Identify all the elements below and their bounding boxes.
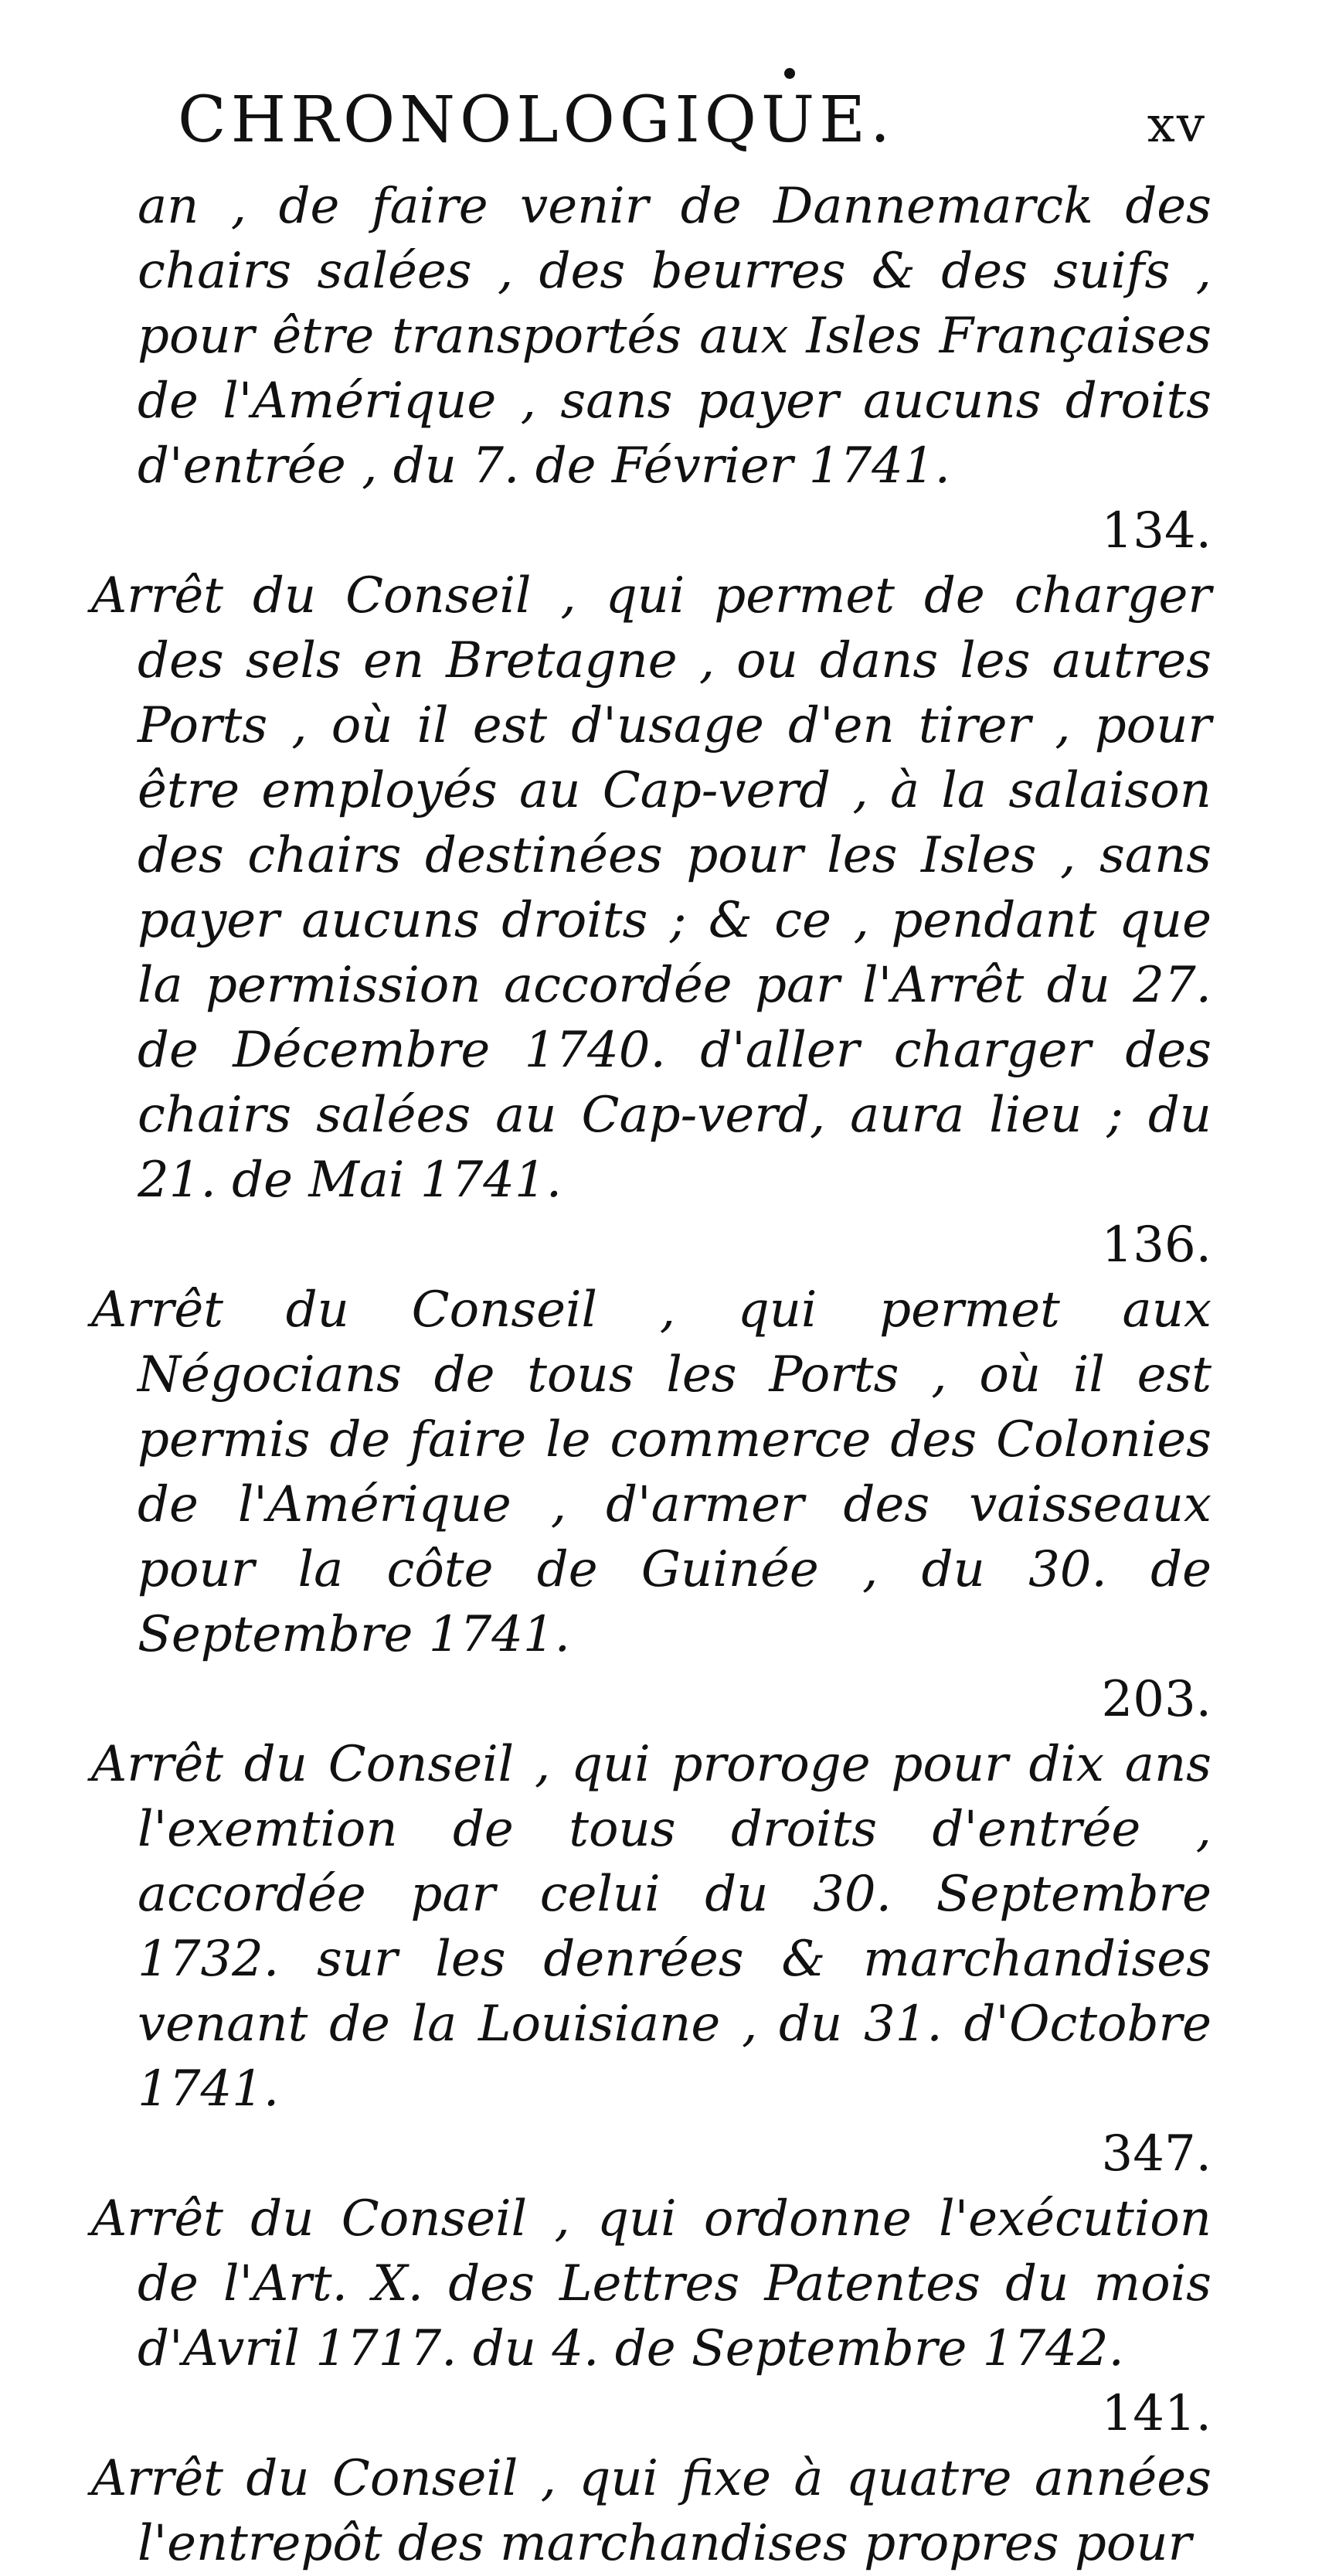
chronological-entries	[91, 174, 1212, 2576]
entry-4-page-ref: 347.	[1101, 2125, 1212, 2183]
entry-3	[91, 1278, 1212, 1732]
entry-2-page-ref: 136.	[1101, 1217, 1212, 1274]
entry-6-text: Arrêt du Conseil , qui fixe à quatre années l'entrepôt des marchandises propres pour	[91, 2450, 1212, 2572]
entry-1-page-ref: 134.	[1101, 502, 1212, 560]
entry-4	[91, 1732, 1212, 2186]
entry-6	[91, 2446, 1212, 2576]
folio-number: xv	[1147, 97, 1206, 154]
running-title: CHRONOLOGIQUE.	[178, 83, 895, 157]
ink-dot	[784, 68, 795, 79]
entry-2	[91, 563, 1212, 1278]
entry-3-text: Arrêt du Conseil , qui permet aux Négocians de tous les Ports , où il est permis de faire le commerce des Colonies de l'Amérique , d'armer des vaisseaux pour la côte de Guinée , du 30. de Septembre 1741.	[91, 1281, 1212, 1663]
entry-1-text: an , de faire venir de Dannemarck des chairs salées , des beurres & des suifs , pour être transportés aux Isles Françaises de l'Amérique , sans payer aucuns droits d'entrée , du 7. de Février 1741.	[138, 178, 1212, 495]
entry-2-text: Arrêt du Conseil , qui permet de charger des sels en Bretagne , ou dans les autres Ports , où il est d'usage d'en tirer , pour être employés au Cap-verd , à la salaison des chairs destinées pour les Isles , sans payer aucuns droits ; & ce , pendant que la permission accordée par l'Arrêt du 27. de Décembre 1740. d'aller charger des chairs salées au Cap-verd, aura lieu ; du 21. de Mai 1741.	[91, 567, 1212, 1209]
entry-5-text: Arrêt du Conseil , qui ordonne l'exécution de l'Art. X. des Lettres Patentes du mois d'Avril 1717. du 4. de Septembre 1742.	[91, 2190, 1212, 2377]
entry-4-text: Arrêt du Conseil , qui proroge pour dix ans l'exemtion de tous droits d'entrée , accordée par celui du 30. Septembre 1732. sur les denrées & marchandises venant de la Louisiane , du 31. d'Octobre 1741.	[91, 1736, 1212, 2118]
entry-1	[91, 174, 1212, 563]
page-header	[178, 83, 1206, 168]
entry-5-page-ref: 141.	[1101, 2385, 1212, 2442]
entry-5	[91, 2186, 1212, 2446]
entry-3-page-ref: 203.	[1101, 1671, 1212, 1728]
